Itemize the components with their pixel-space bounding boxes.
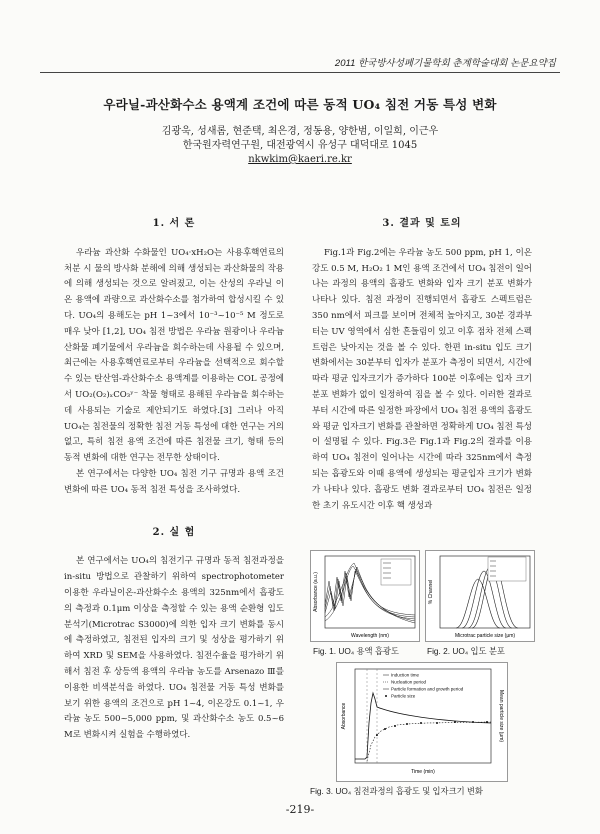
fig3-absorbance-curve bbox=[355, 693, 491, 759]
fig1-xlabel: Wavelength (nm) bbox=[351, 633, 389, 639]
header-rule bbox=[40, 72, 560, 73]
fig3-legend-growth: Particle formation and growth period bbox=[391, 686, 464, 692]
fig3-legend-size: Particle size bbox=[391, 693, 416, 699]
fig3-plot bbox=[337, 663, 507, 781]
fig2-ylabel: % Channel bbox=[428, 579, 434, 605]
paper-title: 우라닐-과산화수소 용액계 조건에 따른 동적 UO₄ 침전 거동 특성 변화 bbox=[103, 97, 497, 112]
figure-3 bbox=[336, 662, 508, 782]
fig3-xlabel: Time (min) bbox=[411, 769, 435, 775]
right-column bbox=[312, 216, 532, 514]
fig1-ylabel: Absorbance (a.u.) bbox=[313, 572, 319, 612]
intro-paragraph-2: 본 연구에서는 다양한 UO₄ 침전 기구 규명과 용액 조건 변화에 따른 UO₄ 동적 침전 특성을 조사하였다. bbox=[64, 468, 284, 495]
author-block bbox=[0, 125, 600, 167]
affiliation: 한국원자력연구원, 대전광역시 유성구 대덕대로 1045 bbox=[182, 140, 418, 151]
left-column bbox=[64, 216, 284, 744]
fig3-size-curve bbox=[367, 722, 491, 761]
fig1-plot bbox=[311, 551, 419, 641]
figure-2 bbox=[425, 550, 535, 642]
fig2-caption: Fig. 2. UO₄ 입도 분포 bbox=[427, 646, 505, 656]
fig3-ylabel-right: Mean particle size (μm) bbox=[498, 689, 504, 743]
experiment-heading: 2. 실 험 bbox=[152, 526, 196, 538]
fig2-xlabel: Microtrac particle size (μm) bbox=[454, 633, 516, 639]
figure-1 bbox=[310, 550, 420, 642]
fig3-caption: Fig. 3. UO₄ 침전과정의 흡광도 및 입자크기 변화 bbox=[310, 786, 483, 796]
page-number: -219- bbox=[285, 803, 315, 816]
results-paragraph: Fig.1과 Fig.2에는 우라늄 농도 500 ppm, pH 1, 이온강도 0.5 M, H₂O₂ 1 M인 용액 조건에서 UO₄ 침전이 일어나는 과정의 용액의 흡광도 변화와 입자 크기 분포 변화가 나타나 있다. 침전 과정이 진행되면서 흡광도 스펙트럼은 350 nm에서 피크를 보이며 전체적 높아지고, 30분 경과부터는 UV 영역에서 심한 흔들림이 있고 이후 점차 전체 스펙트럼은 낮아지는 것을 볼 수 있다. 한편 in-situ 입도 크기 변화에서는 30분부터 입자가 분포가 측정이 되면서, 시간에 따라 평균 입자크기가 증가하다 100분 이후에는 입자 크기 분포 변화가 없이 일정하여 짐을 볼 수 있다. 이러한 결과로부터 시간에 따른 일정한 파장에서 UO₄ 침전 용액의 흡광도와 평균 입자크기 변화를 관찰하면 정확하게 UO₄ 침전 특성이 설명될 수 있다. Fig.3은 Fig.1과 Fig.2의 결과를 이용하여 UO₄ 침전이 일어나는 시간에 따라 325nm에서 측정되는 흡광도와 이때 용액에 생성되는 평균입자 크기가 변화가 나타나 있다. 흡광도 변화 결과로부터 UO₄ 침전은 일정한 초기 유도시간 이후 핵 생성과 bbox=[312, 247, 532, 511]
fig1-caption: Fig. 1. UO₄ 용액 흡광도 bbox=[313, 646, 399, 656]
authors: 김광욱, 성새롬, 현준택, 최은경, 정동용, 양한범, 이일희, 이근우 bbox=[161, 126, 439, 137]
email-link[interactable]: nkwkim@kaeri.re.kr bbox=[248, 154, 352, 165]
fig3-size-points bbox=[376, 721, 488, 736]
intro-heading: 1. 서 론 bbox=[152, 218, 196, 229]
fig2-plot bbox=[426, 551, 534, 641]
conference-header: 2011 한국방사성폐기물학회 춘계학술대회 논문요약집 bbox=[334, 58, 556, 69]
intro-paragraph-1: 우라늄 과산화 수화물인 UO₄·xH₂O는 사용후핵연료의 처분 시 물의 방사화 분해에 의해 생성되는 과산화물의 작용에 의해 생성되는 것으로 알려졌고, 이는 산성의 우라닐 이온 용액에 과량으로 과산화수소를 첨가하여 합성시킬 수 있다. UO₄의 용해도는 pH 1~3에서 10⁻³~10⁻⁵ M 정도로 매우 낮아 [1,2], UO₄ 침전 방법은 우라늄 원광이나 우라늄 산화물 폐기물에서 우라늄을 회수하는데 사용될 수 있으며, 최근에는 사용후핵연료로부터 우라늄을 선택적으로 회수할 수 있는 탄산염-과산화수소 용액계를 이용하는 COL 공정에서 UO₂(O₂)ₓCO₃ʸ⁻ 착물 형태로 용해된 우라늄을 회수하는데 사용되는 기술로 제안되기도 하였다.[3] 그러나 아직 UO₄는 침전물의 정확한 침전 거동 특성에 대한 연구는 거의 없고, 특히 침전 용액 조건에 따른 침전물 크기, 형태 등의 동적 변화에 대한 연구는 전무한 상태이다. bbox=[64, 247, 284, 464]
fig3-ylabel: Absorbance bbox=[341, 702, 347, 730]
results-heading: 3. 결과 및 토의 bbox=[382, 218, 462, 229]
fig3-legend-induction: Induction time bbox=[391, 672, 420, 678]
fig3-legend-nucleation: Nucleation period bbox=[391, 679, 427, 685]
experiment-paragraph: 본 연구에서는 UO₄의 침전기구 규명과 동적 침전과정을 in-situ 방법으로 관찰하기 위하여 spectrophotometer 이용한 우라닐이온-과산화수소 용액의 325nm에서 흡광도의 측정과 0.1μm 이상을 측정할 수 있는 용액 순환형 입도 분석기(Microtrac S3000)에 의한 입자 크기 변화를 동시에 측정하였고, 침전된 입자의 크기 및 성상을 평가하기 위하여 XRD 및 SEM을 사용하였다. 침전수율을 평가하기 위해서 침전 후 상등액 용액의 우라늄 농도를 Arsenazo Ⅲ를 이용한 비색분석을 하였다. UO₄ 침전물 거동 특성 변화를 보기 위한 용액의 조건으로 pH 1~4, 이온강도 0.1~1, 우라늄 농도 500~5,000 ppm, 및 과산화수소 농도 0.5~6 M로 변화시켜 실험을 수행하였다. bbox=[64, 556, 284, 741]
